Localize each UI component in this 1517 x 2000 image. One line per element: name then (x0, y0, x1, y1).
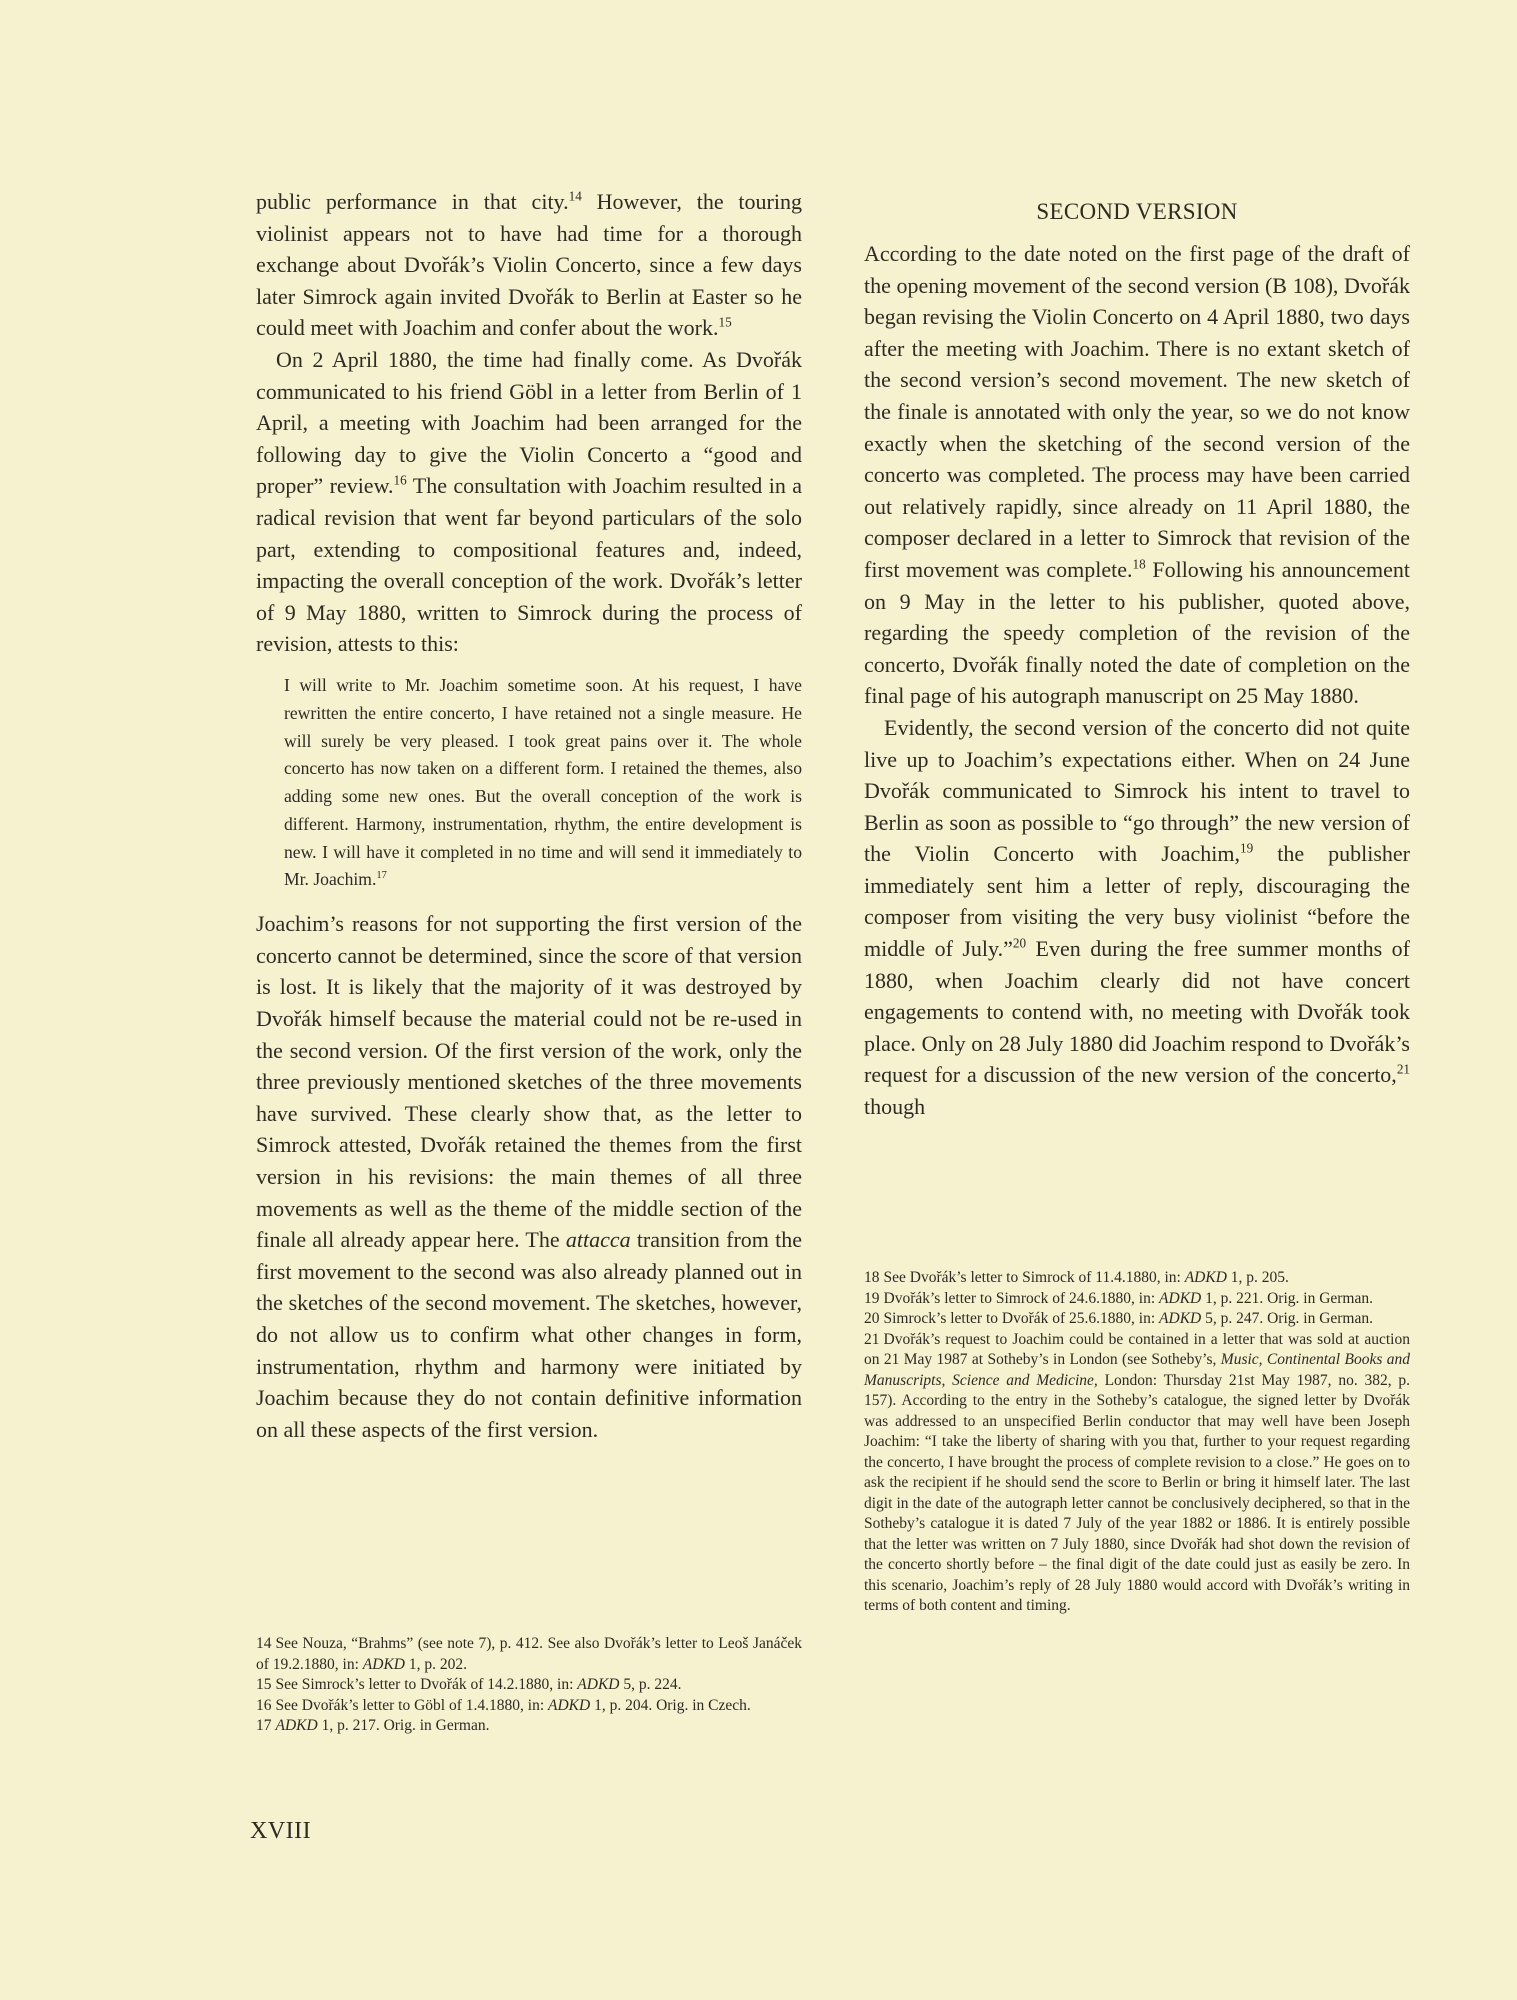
italic-term: ADKD (548, 1696, 591, 1714)
italic-term: ADKD (1184, 1269, 1227, 1286)
footnote-number: 18 (864, 1269, 880, 1286)
footnote-number: 17 (256, 1717, 272, 1734)
text-run: Joachim’s reasons for not supporting the first version of the concerto cannot be determined, since the score of that version is lost. It is likely that the majority of it was destroyed by Dvořák himself because the material could not be re-used in the second version. Of the first version of the work, only the three previously mentioned sketches of the three movements have survived. These clearly show that, as the letter to Simrock attested, Dvořák retained the themes from the first version in his revisions: the main themes of all three movements as well as the theme of the middle section of the finale all already appear here. The (256, 911, 802, 1253)
footnote-ref-14[interactable]: 14 (568, 188, 582, 204)
footnote-16 (256, 1696, 802, 1717)
text-run: See Dvořák’s letter to Simrock of 11.4.1880, in: (883, 1269, 1185, 1286)
page-number: XVIII (250, 1818, 312, 1844)
text-run: Dvořák’s request to Joachim could be contained in a letter that was sold at auction on 21 May 1987 at Sotheby’s in London (see Sotheby’s, (864, 1330, 1410, 1368)
text-run: 5, p. 247. Orig. in German. (1201, 1310, 1373, 1327)
text-run: However, the touring violinist appears not to have had time for a thorough exchange about Dvořák’s Violin Concerto, since a few days later Simrock again invited Dvořák to Berlin at Easter so he could meet with Joachim and confer about the work. (256, 189, 802, 341)
text-run: 1, p. 202. (404, 1655, 467, 1673)
text-run: See Simrock’s letter to Dvořák of 14.2.1880, in: (275, 1676, 578, 1693)
left-paragraph-2 (256, 344, 802, 660)
block-quote (284, 672, 802, 894)
italic-term: ADKD (362, 1655, 405, 1673)
text-run: London: Thursday 21st May 1987, no. 382, p. 157). According to the entry in the Sotheby’s catalogue, the signed letter by Dvořák was addressed to an unspecified Berlin conductor that may well have been Joseph Joachim: “I take the liberty of sharing with you that, further to your request regarding the concerto, I have brought the process of complete revision to a close.” He goes on to ask the recipient if he should send the score to Berlin or bring it himself later. The last digit in the date of the autograph letter cannot be conclusively deciphered, so that in the Sotheby’s catalogue it is dated 7 July of the year 1882 or 1886. It is entirely possible that the letter was written on 7 July 1880, since Dvořák had shot down the revision of the concerto shortly before – the final digit of the date could just as easily be zero. In this scenario, Joachim’s reply of 28 July 1880 would accord with Dvořák’s writing in terms of both content and timing. (864, 1371, 1410, 1614)
text-run: transition from the first movement to the second was also already planned out in the sketches of the second movement. The sketches, however, do not allow us to confirm what other changes in form, instrumentation, rhythm and harmony were initiated by Joachim because they do not contain definitive information on all these aspects of the first version. (256, 1227, 802, 1442)
footnote-21 (864, 1330, 1410, 1617)
footnote-number: 16 (256, 1696, 272, 1714)
section-heading: SECOND VERSION (1036, 199, 1238, 224)
text-run: The consultation with Joachim resulted in a radical revision that went far beyond particulars of the solo part, extending to compositional features and, indeed, impacting the overall conception of the work. Dvořák’s letter of 9 May 1880, written to Simrock during the process of revision, attests to this: (256, 473, 803, 657)
text-run: public performance in that city. (256, 189, 569, 214)
text-run: Following his announcement on 9 May in the letter to his publisher, quoted above, regarding the speedy completion of the revision of the concerto, Dvořák finally noted the date of completion on the final page of his autograph manuscript on 25 May 1880. (864, 556, 1411, 709)
footnotes-right (864, 1268, 1410, 1617)
footnotes-left (256, 1634, 802, 1737)
footnote-20 (864, 1309, 1410, 1330)
footnote-number: 14 (256, 1635, 272, 1652)
right-paragraph-1 (864, 238, 1410, 712)
text-run: 5, p. 224. (619, 1676, 682, 1693)
footnote-ref-19[interactable]: 19 (1240, 840, 1254, 856)
text-run: On 2 April 1880, the time had finally come. As Dvořák communicated to his friend Göbl in a letter from Berlin of 1 April, a meeting with Joachim had been arranged for the following day to give the Violin Concerto a “good and proper” review. (256, 346, 802, 499)
text-run: See Dvořák’s letter to Göbl of 1.4.1880, in: (275, 1696, 548, 1714)
footnote-15 (256, 1675, 802, 1696)
right-paragraph-2 (864, 712, 1410, 1123)
text-run: 1, p. 205. (1226, 1269, 1289, 1286)
text-run: 1, p. 204. Orig. in Czech. (590, 1696, 751, 1714)
text-run: Dvořák’s letter to Simrock of 24.6.1880, in: (883, 1289, 1160, 1307)
footnote-18 (864, 1268, 1410, 1289)
text-run: though (864, 1094, 926, 1120)
footnote-ref-15[interactable]: 15 (718, 314, 732, 330)
footnote-19 (864, 1289, 1410, 1310)
footnote-17 (256, 1716, 802, 1737)
block-quote-text (284, 672, 802, 894)
footnote-ref-17[interactable]: 17 (376, 870, 387, 882)
footnote-ref-21[interactable]: 21 (1396, 1061, 1410, 1077)
text-run: 1, p. 217. Orig. in German. (317, 1717, 490, 1734)
italic-term: ADKD (275, 1717, 318, 1734)
footnote-ref-18[interactable]: 18 (1132, 556, 1146, 572)
italic-term: ADKD (1159, 1310, 1202, 1327)
text-run: 1, p. 221. Orig. in German. (1201, 1289, 1373, 1307)
italic-term: attacca (565, 1227, 631, 1253)
left-paragraph-3 (256, 908, 802, 1445)
italic-term: ADKD (577, 1676, 620, 1693)
footnote-14 (256, 1634, 802, 1675)
footnote-ref-16[interactable]: 16 (393, 472, 407, 488)
text-run: See Nouza, “Brahms” (see note 7), p. 412. See also Dvořák’s letter to Leoš Janáček of 19.2.1880, in: (256, 1635, 802, 1673)
text-run: the publisher immediately sent him a letter of reply, discouraging the composer from visiting the very busy violinist “before the middle of July.” (864, 841, 1410, 962)
text-run: Even during the free summer months of 1880, when Joachim clearly did not have concert engagements to contend with, no meeting with Dvořák took place. Only on 28 July 1880 did Joachim respond to Dvořák’s request for a discussion of the new version of the concerto, (864, 936, 1410, 1088)
footnote-number: 21 (864, 1330, 880, 1348)
footnote-number: 19 (864, 1289, 880, 1307)
left-column (256, 186, 802, 1445)
text-run: Evidently, the second version of the concerto did not quite live up to Joachim’s expectations either. When on 24 June Dvořák communicated to Simrock his intent to travel to Berlin as soon as possible to “go through” the new version of the Violin Concerto with Joachim, (864, 714, 1410, 867)
text-run: Simrock’s letter to Dvořák of 25.6.1880, in: (883, 1310, 1160, 1327)
text-run: I will write to Mr. Joachim sometime soon. At his request, I have rewritten the entire concerto, I have retained not a single measure. He will surely be very pleased. I took great pains over it. The whole concerto has now taken on a different form. I retained the themes, also adding some new ones. But the overall conception of the work is different. Harmony, instrumentation, rhythm, the entire development is new. I will have it completed in no time and will send it immediately to Mr. Joachim. (284, 674, 802, 890)
right-column (864, 198, 1410, 1123)
footnote-number: 20 (864, 1310, 880, 1327)
italic-term: ADKD (1159, 1289, 1202, 1307)
text-run: According to the date noted on the first page of the draft of the opening movement of the second version (B 108), Dvořák began revising the Violin Concerto on 4 April 1880, two days after the meeting with Joachim. There is no extant sketch of the second version’s second movement. The new sketch of the finale is annotated with only the year, so we do not know exactly when the sketching of the second version of the concerto was completed. The process may have been carried out relatively rapidly, since already on 11 April 1880, the composer declared in a letter to Simrock that revision of the first movement was complete. (864, 241, 1410, 582)
left-paragraph-1 (256, 186, 802, 344)
footnote-number: 15 (256, 1676, 272, 1693)
footnote-ref-20[interactable]: 20 (1012, 935, 1027, 951)
italic-term: Music, Continental Books and Manuscripts, Science and Medicine, (864, 1351, 1410, 1389)
